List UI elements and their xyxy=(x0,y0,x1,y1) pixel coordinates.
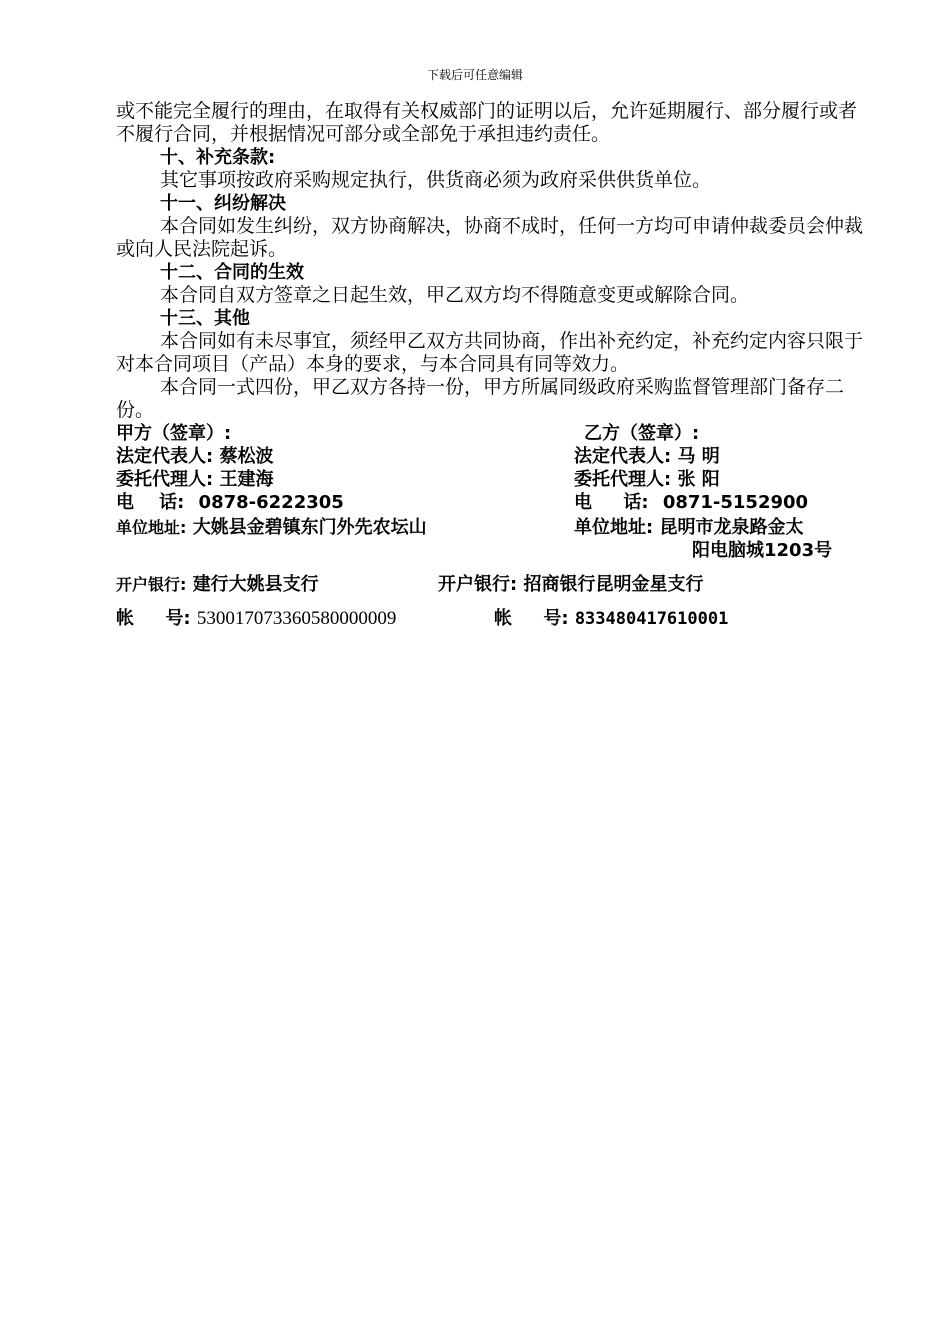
signature-block xyxy=(116,422,866,634)
party-a-account-number: 530017073360580000009 xyxy=(196,608,397,629)
party-a-address-value: 大姚县金碧镇东门外先农坛山 xyxy=(192,517,427,538)
party-b-account xyxy=(494,604,728,634)
party-b-bank-value: 招商银行昆明金星支行 xyxy=(523,574,704,595)
paragraph-dispute-resolution: 本合同如发生纠纷，双方协商解决，协商不成时，任何一方均可申请仲裁委员会仲裁或向人民法院起诉。 xyxy=(116,215,864,260)
party-b-agent: 委托代理人: 张 阳 xyxy=(574,469,720,490)
party-a-bank-value: 建行大姚县支行 xyxy=(192,574,319,595)
party-a-sign: 甲方（签章）: xyxy=(116,423,232,444)
party-b-phone xyxy=(574,491,808,514)
party-a-address xyxy=(116,516,427,539)
party-b-address-line1: 昆明市龙泉路金太 xyxy=(659,517,804,538)
party-a-phone-label: 电 话: xyxy=(116,492,185,513)
party-b-bank xyxy=(438,570,703,600)
party-b-address-line2: 阳电脑城1203号 xyxy=(692,540,833,561)
party-a-agent: 委托代理人: 王建海 xyxy=(116,469,274,490)
heading-other: 十三、其他 xyxy=(160,308,250,329)
paragraph-other-b: 本合同一式四份，甲乙双方各持一份，甲方所属同级政府采购监督管理部门备存二份。 xyxy=(116,376,845,421)
party-a-legal-rep: 法定代表人: 蔡松波 xyxy=(116,446,274,467)
page-header: 下载后可任意编辑 xyxy=(426,68,523,82)
party-a-account xyxy=(116,604,396,634)
heading-dispute-resolution: 十一、纠纷解决 xyxy=(160,193,286,214)
party-a-account-label: 帐 号: xyxy=(116,608,191,629)
party-b-address xyxy=(574,516,803,539)
party-a-bank-label: 开户银行: xyxy=(116,575,187,594)
party-b-address-label: 单位地址: xyxy=(574,517,654,538)
party-b-phone-label: 电 话: xyxy=(574,492,649,513)
party-b-legal-rep: 法定代表人: 马 明 xyxy=(574,446,720,467)
address-row-2 xyxy=(116,539,866,562)
paragraph-supplementary-terms: 其它事项按政府采购规定执行，供货商必须为政府采供供货单位。 xyxy=(160,169,712,191)
party-b-sign: 乙方（签章）: xyxy=(584,423,700,444)
party-a-address-label: 单位地址: xyxy=(116,518,187,537)
party-b-bank-label: 开户银行: xyxy=(438,574,518,595)
paragraph-contract-effect: 本合同自双方签章之日起生效，甲乙双方均不得随意变更或解除合同。 xyxy=(160,284,750,306)
heading-supplementary-terms: 十、补充条款: xyxy=(160,147,276,168)
party-a-phone-number: 0878-6222305 xyxy=(198,492,344,513)
party-b-phone-number: 0871-5152900 xyxy=(662,492,809,513)
paragraph-continuation: 或不能完全履行的理由，在取得有关权威部门的证明以后，允许延期履行、部分履行或者不履行合同，并根据情况可部分或全部免于承担违约责任。 xyxy=(116,100,858,145)
party-b-account-label: 帐 号: xyxy=(494,608,569,629)
contract-body xyxy=(116,100,864,422)
party-b-account-number: 833480417610001 xyxy=(574,609,729,629)
agent-row xyxy=(116,468,866,491)
sign-row xyxy=(116,422,866,445)
paragraph-other-a: 本合同如有未尽事宜，须经甲乙双方共同协商，作出补充约定，补充约定内容只限于对本合同项目（产品）本身的要求，与本合同具有同等效力。 xyxy=(116,330,864,375)
account-row xyxy=(116,604,866,634)
bank-row xyxy=(116,570,866,600)
party-a-bank xyxy=(116,570,319,600)
address-row xyxy=(116,516,866,539)
heading-contract-effect: 十二、合同的生效 xyxy=(160,262,304,283)
legal-rep-row xyxy=(116,445,866,468)
phone-row xyxy=(116,491,866,514)
party-a-phone xyxy=(116,491,344,514)
